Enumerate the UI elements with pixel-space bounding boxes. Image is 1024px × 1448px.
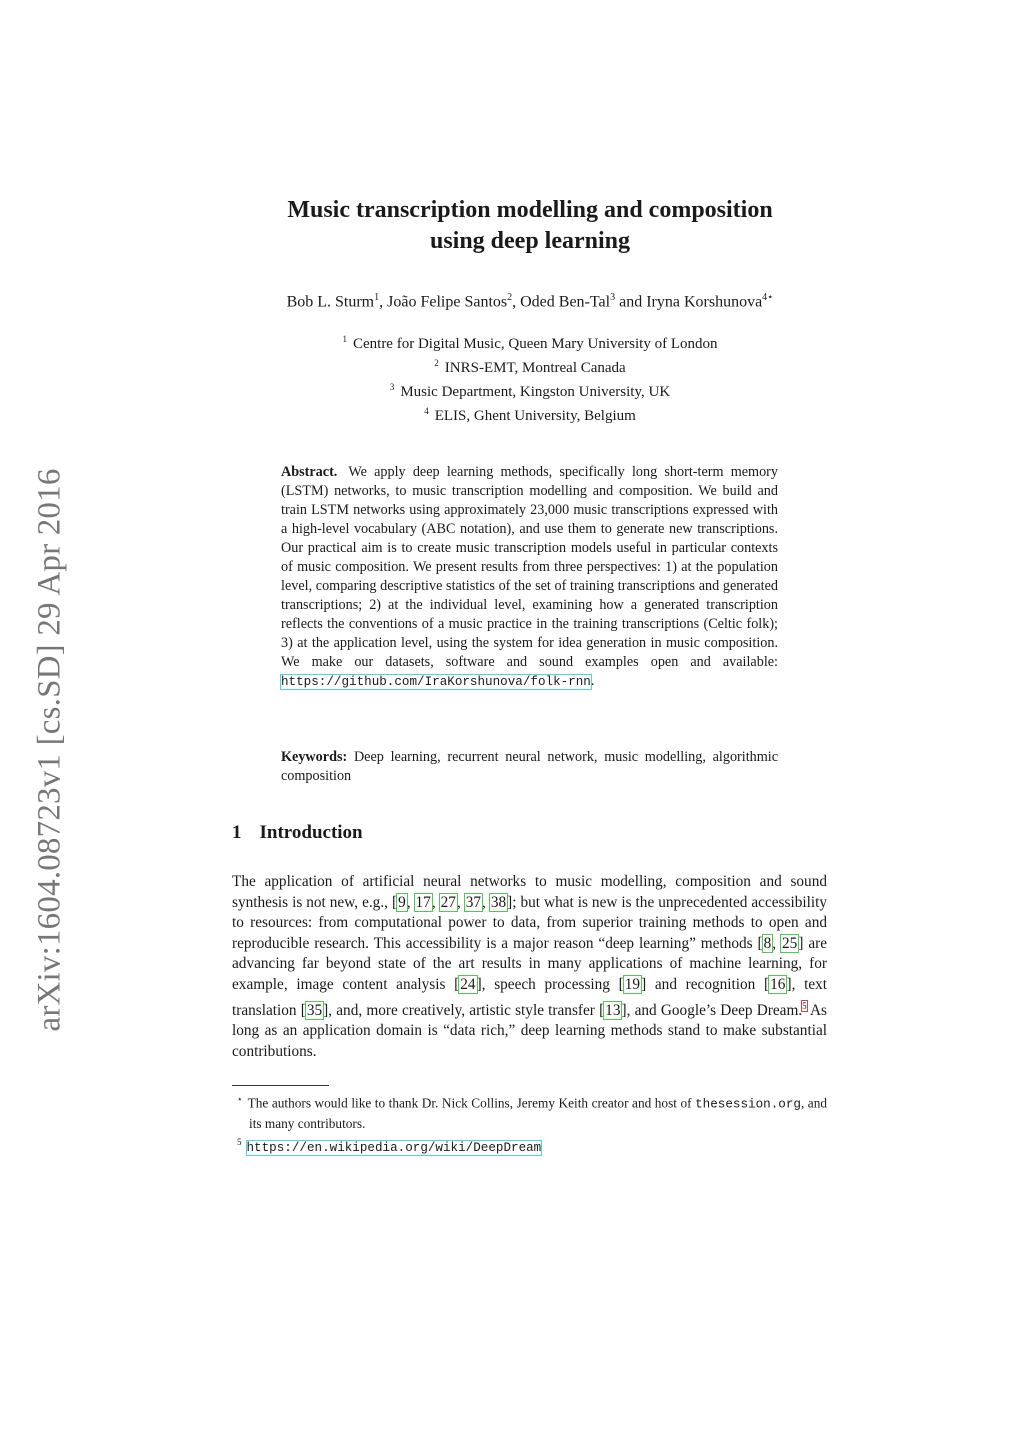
title-line-1: Music transcription modelling and composition xyxy=(287,197,773,223)
author-mark: 3 xyxy=(610,292,616,303)
footnote-rule xyxy=(232,1085,329,1086)
author-name: Oded Ben-Tal xyxy=(520,293,611,311)
affiliation-mark: 3 xyxy=(389,382,395,392)
section-number: 1 xyxy=(232,822,242,843)
affiliation xyxy=(150,354,910,378)
abstract-label: Abstract. xyxy=(281,464,338,480)
citation-link[interactable]: 9 xyxy=(398,893,406,911)
affiliation-text: INRS-EMT, Montreal Canada xyxy=(444,360,626,376)
author-list: Bob L. Sturm$^1$, João Felipe Santos$^2$, Oded Ben-Tal$^3$ and Iryna Korshunova$^{4⋆}$ xyxy=(286,292,774,311)
footnotes xyxy=(232,1090,827,1158)
body-text: , text translation xyxy=(232,975,828,1019)
citation-link[interactable]: 37 xyxy=(465,893,482,911)
section-title: Introduction xyxy=(259,822,363,843)
affiliation xyxy=(150,330,910,354)
arxiv-stamp xyxy=(30,450,70,1050)
introduction-paragraph: The application of artificial neural networks to music modelling, composition and sound synthesis is not new, e.g., [9, 17, 27, 37, 38]; but what is new is the unprecedented accessibility to resources: from computational power to data, from superior training methods to open and reproducible research. This accessibility is a major reason “deep learning” methods [8, 25] are advancing far beyond state of the art results in many applications of machine learning, for example, image content analysis [24], speech processing [19] and recognition [16], text translation [35], and, more creatively, artistic style transfer [13], and Google’s Deep Dream.$^5$ As long as an application domain is “data rich,” deep learning methods stand to make substantial contributions. xyxy=(232,873,828,1060)
body-text: The application of artificial neural networks to music modelling, composition and sound synthesis is not new, e.g., xyxy=(232,873,827,911)
author-mark: 1 xyxy=(374,292,380,303)
keywords-label: Keywords: xyxy=(281,749,348,765)
affiliation xyxy=(150,378,910,402)
affiliation-text: Music Department, Kingston University, UK xyxy=(400,384,671,400)
body-text: As long as an application domain is “data rich,” deep learning methods stand to make substantial contributions. xyxy=(232,1001,828,1060)
keywords-text: Deep learning, recurrent neural network, music modelling, algorithmic composition xyxy=(281,749,779,784)
affiliation xyxy=(150,402,910,426)
citation-link[interactable]: 8 xyxy=(763,934,772,952)
author-mark: 4⋆ xyxy=(762,292,774,303)
keywords xyxy=(281,748,778,786)
citation-link[interactable]: 25 xyxy=(782,934,798,952)
citation-link[interactable]: 19 xyxy=(624,975,641,993)
citation-link[interactable]: 24 xyxy=(460,975,476,993)
author-name: Bob L. Sturm xyxy=(286,293,375,311)
body-text: , and Google’s Deep Dream. xyxy=(626,1001,803,1019)
citation-link[interactable]: 35 xyxy=(306,1001,323,1019)
title-line-2: using deep learning xyxy=(429,228,631,254)
footnote-mark: ⋆ xyxy=(237,1094,243,1104)
arxiv-stamp-text: arXiv:1604.08723v1 [cs.SD] 29 Apr 2016 xyxy=(31,468,68,1032)
citation-link[interactable]: 16 xyxy=(770,975,786,993)
body-text: ; but what is new is the unprecedented accessibility to resources: from computational power to data, from superior training methods to open and reproducible research. This accessibility is a major reason “deep learning” methods xyxy=(232,893,827,952)
affiliation-mark: 1 xyxy=(342,334,347,344)
body-text: are advancing far beyond state of the art results in many applications of machine learning, for example, image content analysis xyxy=(232,934,827,993)
author-name: João Felipe Santos xyxy=(387,293,508,311)
body-text: and recognition xyxy=(654,975,756,993)
citation-link[interactable]: 27 xyxy=(440,893,456,911)
section-heading xyxy=(232,822,363,844)
citation-link[interactable]: 17 xyxy=(415,893,431,911)
body-text: , speech processing xyxy=(481,975,610,993)
footnote-text: The authors would like to thank Dr. Nick Collins, Jeremy Keith creator and host of xyxy=(247,1095,692,1111)
footnote-mark: 5 xyxy=(237,1137,242,1148)
affiliation-list xyxy=(150,330,910,426)
repo-link[interactable]: https://github.com/IraKorshunova/folk-rnn xyxy=(281,675,591,689)
author-mark: 2 xyxy=(507,292,513,303)
footnote-5 xyxy=(232,1133,827,1157)
affiliation-text: Centre for Digital Music, Queen Mary University of London xyxy=(352,336,718,352)
deepdream-link[interactable]: https://en.wikipedia.org/wiki/DeepDream xyxy=(246,1140,542,1155)
affiliation-mark: 2 xyxy=(434,358,439,368)
footnote-text: , and its many contributors. xyxy=(249,1095,827,1132)
abstract: Abstract. We apply deep learning methods, specifically long short-term memory (LSTM) networks, to music transcription modelling and composition. We build and train LSTM networks using approximately 23,000 music transcriptions expressed with a high-level vocabulary (ABC notation), and use them to generate new transcriptions. Our practical aim is to create music transcription models useful in particular contexts of music composition. We present results from three perspectives: 1) at the population level, comparing descriptive statistics of the set of training transcriptions and generated transcriptions; 2) at the individual level, examining how a generated transcription reflects the conventions of a music practice in the training transcriptions (Celtic folk); 3) at the application level, using the system for idea generation in music composition. We make our datasets, software and sound examples open and available: https://github.com/IraKorshunova/folk-rnn. xyxy=(281,464,778,689)
site-name: thesession.org xyxy=(695,1097,801,1112)
affiliation-text: ELIS, Ghent University, Belgium xyxy=(434,408,636,424)
footnote-link[interactable]: 5 xyxy=(802,1000,807,1011)
footnote-star xyxy=(232,1090,827,1133)
author-name: Iryna Korshunova xyxy=(646,293,763,311)
citation-link[interactable]: 13 xyxy=(605,1001,621,1019)
paper-title xyxy=(150,195,910,257)
abstract-text: We apply deep learning methods, specifically long short-term memory (LSTM) networks, to music transcription modelling and composition. We build and train LSTM networks using approximately 23,000 music transcriptions expressed with a high-level vocabulary (ABC notation), and use them to generate new transcriptions. Our practical aim is to create music transcription models useful in particular contexts of music composition. We present results from three perspectives: 1) at the population level, comparing descriptive statistics of the set of training transcriptions and generated transcriptions; 2) at the individual level, examining how a generated transcription reflects the conventions of a music practice in the training transcriptions (Celtic folk); 3) at the application level, using the system for idea generation in music composition. We make our datasets, software and sound examples open and available: xyxy=(281,464,778,670)
affiliation-mark: 4 xyxy=(424,406,429,416)
citation-link[interactable]: 38 xyxy=(490,893,507,911)
body-text: , and, more creatively, artistic style transfer xyxy=(328,1001,595,1019)
